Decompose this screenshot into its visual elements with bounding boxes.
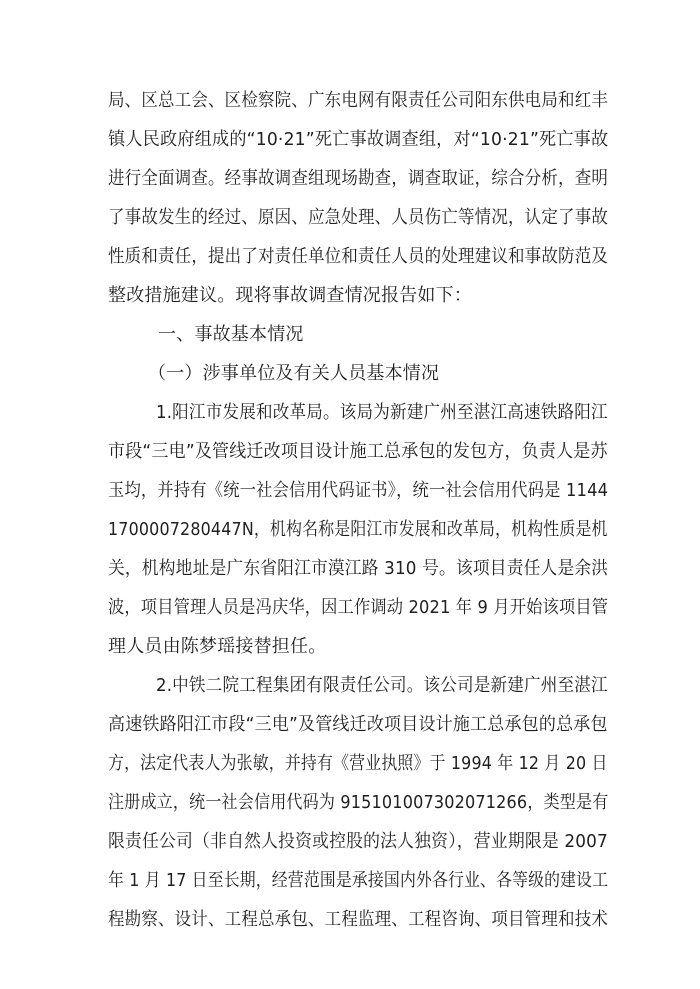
item2-line: 高速铁路阳江市段“三电”及管线迁改项目设计施工总承包的总承包 — [108, 714, 608, 735]
item1-line: 理人员由陈梦瑶接替担任。 — [108, 636, 327, 657]
item1-line: 关，机构地址是广东省阳江市漠江路 310 号。该项目责任人是余洪 — [108, 558, 609, 579]
intro-line: 了事故发生的经过、原因、应急处理、人员伤亡等情况，认定了事故 — [108, 207, 609, 228]
subsection-heading: （一）涉事单位及有关人员基本情况 — [148, 363, 440, 384]
item2-line: 年 1 月 17 日至长期，经营范围是承接国内外各行业、各等级的建设工 — [108, 870, 609, 891]
intro-line: 性质和责任，提出了对责任单位和责任人员的处理建议和事故防范及 — [108, 246, 609, 267]
section-heading: 一、事故基本情况 — [158, 324, 304, 345]
intro-line: 进行全面调查。经事故调查组现场勘查，调查取证，综合分析，查明 — [108, 168, 609, 189]
intro-line: 整改措施建议。现将事故调查情况报告如下： — [108, 285, 472, 306]
item1-line: 玉均，并持有《统一社会信用代码证书》，统一社会信用代码是 1144 — [108, 480, 609, 501]
item2-line: 限责任公司（非自然人投资或控股的法人独资），营业期限是 2007 — [108, 831, 608, 852]
item1-line: 市段“三电”及管线迁改项目设计施工总承包的发包方，负责人是苏 — [108, 441, 608, 462]
item1-line: 波，项目管理人员是冯庆华，因工作调动 2021 年 9 月开始该项目管 — [108, 597, 609, 618]
item2-line: 方，法定代表人为张敏，并持有《营业执照》于 1994 年 12 月 20 日 — [108, 753, 608, 774]
item2-line: 注册成立，统一社会信用代码为 915101007302071266，类型是有 — [108, 792, 609, 813]
intro-line: 局、区总工会、区检察院、广东电网有限责任公司阳东供电局和红丰 — [108, 90, 609, 111]
item2-line: 程勘察、设计、工程总承包、工程监理、工程咨询、项目管理和技术 — [108, 909, 609, 930]
item1-line: 1.阳江市发展和改革局。该局为新建广州至湛江高速铁路阳江 — [156, 402, 608, 423]
item1-line: 1700007280447N，机构名称是阳江市发展和改革局，机构性质是机 — [108, 519, 608, 540]
item2-line: 2.中铁二院工程集团有限责任公司。该公司是新建广州至湛江 — [156, 675, 608, 696]
intro-line: 镇人民政府组成的“10·21”死亡事故调查组，对“10·21”死亡事故 — [108, 129, 609, 150]
